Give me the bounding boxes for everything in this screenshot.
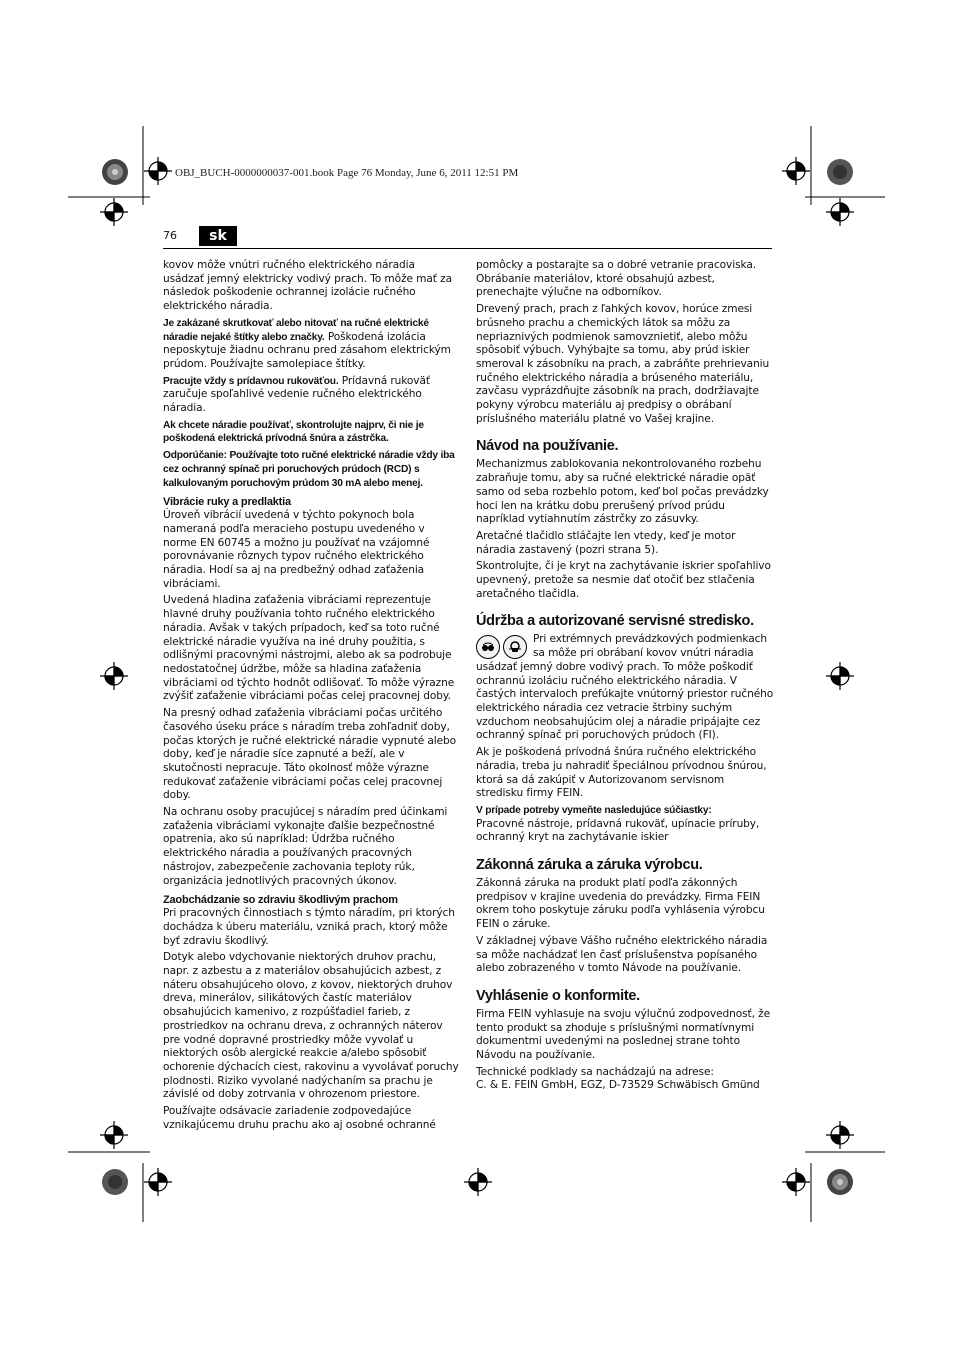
paragraph: Skontrolujte, či je kryt na zachytávanie iskrier spoľahlivo upevnený, pretože sa nesmie dať otočiť bez stlačenia aretačného tlačidla. xyxy=(476,560,771,600)
registration-mark xyxy=(100,198,128,226)
registration-mark xyxy=(826,1121,854,1149)
heading-conformity: Vyhlásenie o konformite. xyxy=(476,987,640,1004)
paragraph: kovov môže vnútri ručného elektrického náradia usádzať jemný elektricky vodivý prach. To môže mať za následok poškodenie ochrannej izolácie ručného elektrického náradia. xyxy=(163,259,452,313)
paragraph: Na ochranu osoby pracujúcej s náradím pred účinkami zaťaženia vibráciami vykonajte ďalšie bezpečnostné opatrenia, ako sú napríklad: Údržba ručného elektrického náradia a používaných pracovných nástrojov, zabezpečenie zachovania teploty rúk, organizácia jednotlivých pracovných úkonov. xyxy=(163,806,448,887)
paragraph: Pri pracovných činnostiach s týmto náradím, pri ktorých dochádza k úberu materiálu, vzniká prach, ktorý môže byť zdraviu škodlivý. xyxy=(163,907,455,947)
paragraph xyxy=(163,419,459,446)
paragraph: Pracujte vždy s prídavnou rukoväťou. Prídavná rukoväť zaručuje spoľahlivé vedenie ručného elektrického náradia. xyxy=(163,374,430,415)
safety-icons xyxy=(476,635,527,659)
bold-instruction: Ak chcete náradie používať, skontrolujte najprv, či nie je poškodená elektrická prívodná šnúra a zástrčka. xyxy=(163,419,424,445)
paragraph: Firma FEIN vyhlasuje na svoju výlučnú zodpovednosť, že tento produkt sa zhoduje s príslušnými normatívnymi dokumentmi uvedenými na poslednej strane tohto Návodu na používanie. xyxy=(476,1007,771,1062)
heading-warranty: Zákonná záruka a záruka výrobcu. xyxy=(476,857,703,874)
paragraph: V základnej výbave Vášho ručného elektrického náradia sa môže nachádzať len časť príslušenstva popísaného alebo zobrazeného v tomto Návode na používanie. xyxy=(476,934,768,975)
registration-mark xyxy=(826,662,854,690)
left-column xyxy=(163,259,459,1135)
print-slug: OBJ_BUCH-0000000037-001.book Page 76 Monday, June 6, 2011 12:51 PM xyxy=(175,167,519,179)
registration-mark xyxy=(100,662,128,690)
registration-mark xyxy=(782,1168,810,1196)
color-target xyxy=(102,159,128,185)
color-target xyxy=(827,1169,853,1195)
language-tab: sk xyxy=(199,226,237,246)
registration-mark xyxy=(100,1121,128,1149)
paragraph: Mechanizmus zablokovania nekontrolovaného rozbehu zabraňuje tomu, aby sa ručné elektrické náradie opäť samo od seba rozbehlo potom, keď bol počas prevádzky hoci len na krátku dobu prerušený prívod prúdu napríklad vytiahnutím zástrčky zo zásuvky. xyxy=(476,458,769,526)
paragraph: Pri extrémnych prevádzkových podmienkach sa môže pri obrábaní kovov vnútri náradia usádzať jemný dobre vodivý prach. To môže poškodiť ochrannú izoláciu ručného elektrického náradia. V častých intervaloch prefúkajte vnútorný priestor ručného elektrického náradia cez vetracie štrbiny suchým vzduchom neobsahujúcim olej a náradie pripájajte cez ochranný spínač pri poruchových prúdoch (FI). xyxy=(476,633,774,742)
header-rule xyxy=(163,248,772,249)
bold-instruction: Je zakázané skrutkovať alebo nitovať na ručné elektrické náradie nejaké štítky alebo značky. xyxy=(163,317,429,343)
paragraph: Úroveň vibrácií uvedená v týchto pokynoch bola nameraná podľa meracieho postupu uvedeného v norme EN 60745 a možno ju používať na vzájomné porovnávanie rôznych typov ručného elektrického náradia. Hodí sa aj na predbežný odhad zaťaženia vibráciami. xyxy=(163,509,430,590)
paragraph: pomôcky a postarajte sa o dobré vetranie pracoviska. Obrábanie materiálov, ktoré obsahujú azbest, prenechajte výlučne na odborníkov. xyxy=(476,259,756,299)
bold-instruction: Odporúčanie: Používajte toto ručné elektrické náradie vždy iba cez ochranný spínač pri poruchových prúdoch (RCD) s kalkulovaným poruchovým prúdom 30 mA alebo menej. xyxy=(163,450,455,489)
bold-instruction: V prípade potreby vymeňte nasledujúce súčiastky: xyxy=(476,804,712,816)
paragraph: Technické podklady sa nachádzajú na adrese: xyxy=(476,1065,714,1078)
paragraph: Pracovné nástroje, prídavná rukoväť, upínacie príruby, ochranný kryt na zachytávanie iskier xyxy=(476,817,760,844)
color-target xyxy=(827,159,853,185)
mask-icon xyxy=(503,635,527,659)
paragraph: Uvedená hladina zaťaženia vibráciami reprezentuje hlavné druhy používania tohto ručného elektrického náradia. Avšak v takých prípadoch, keď sa toto ručné elektrické náradie využíva na iné druhy použitia, s odlišnými pracovnými nástrojmi, alebo ak sa podrobuje nedostatočnej údržbe, môže sa hladina zaťaženia vibráciami od týchto hodnôt odlišovať. To môže výrazne zvýšiť zaťaženie vibráciami počas celej pracovnej doby. xyxy=(163,594,455,703)
paragraph: Zákonná záruka na produkt platí podľa zákonných predpisov v krajine uvedenia do prevádzky. Firma FEIN okrem toho poskytuje záruku podľa vyhlásenia výrobcu FEIN o záruke. xyxy=(476,877,765,931)
subheading-dust: Zaobchádzanie so zdraviu škodlivým prachom xyxy=(163,894,398,907)
paragraph: Dotyk alebo vdychovanie niektorých druhov prachu, napr. z azbestu a z materiálov obsahujúcich azbest, z náteru obsahujúceho olovo, z kovov, niektorých druhov dreva, minerálov, silikátových častíc materiálov obsahujúcich kamenivo, z rozpúšťadiel farieb, z prostriedkov na ochranu dreva, z ochranných náterov pre vodné dopravné prostriedky môže vyvolať u niektorých osôb alergické reakcie a/alebo spôsobiť ochorenie dýchacích ciest, rakovinu a vyvolávať poruchy plodnosti. Riziko vyvolané nadýchaním sa prachu je závislé od doby zotrvania v ohrozenom priestore. xyxy=(163,951,459,1101)
heading-service: Údržba a autorizované servisné stredisko. xyxy=(476,613,754,630)
paragraph: Aretačné tlačidlo stláčajte len vtedy, keď je motor náradia zastavený (pozri strana 5). xyxy=(476,529,736,556)
goggles-icon xyxy=(476,635,500,659)
registration-mark xyxy=(464,1168,492,1196)
heading-usage: Návod na používanie. xyxy=(476,438,619,455)
paragraph xyxy=(163,449,459,490)
right-column xyxy=(476,259,774,1096)
paragraph: Ak je poškodená prívodná šnúra ručného elektrického náradia, treba ju nahradiť špeciálnou prívodnou šnúrou, ktorá sa dá zakúpiť v Autorizovanom servisnom stredisku firmy FEIN. xyxy=(476,746,767,800)
paragraph xyxy=(476,804,774,818)
page-number: 76 xyxy=(163,229,177,242)
registration-mark xyxy=(144,157,172,185)
paragraph: Je zakázané skrutkovať alebo nitovať na ručné elektrické náradie nejaké štítky alebo značky. Poškodená izolácia neposkytuje žiadnu ochranu pred zásahom elektrickým prúdom. Používajte samolepiace štítky. xyxy=(163,317,451,370)
paragraph: Drevený prach, prach z ľahkých kovov, horúce zmesi brúsneho prachu a chemických látok sa môžu za nepriaznivých podmienok samovznietiť, alebo môžu spôsobiť výbuch. Vyhýbajte sa tomu, aby prúd iskier smeroval k zásobníku na prach, a zabráňte prehrievaniu ručného elektrického náradia a brúseného materiálu, zavčasu vyprázdňujte zásobník na prach, dodržiavajte pokyny výrobcu materiálu aj predpisy o obrábaní príslušného materiálu platné vo Vašej krajine. xyxy=(476,303,770,425)
color-target xyxy=(102,1169,128,1195)
paragraph: Používajte odsávacie zariadenie zodpovedajúce vznikajúcemu druhu prachu ako aj osobné ochranné xyxy=(163,1105,436,1131)
registration-mark xyxy=(144,1168,172,1196)
bold-instruction: Pracujte vždy s prídavnou rukoväťou. xyxy=(163,375,339,387)
registration-mark xyxy=(826,198,854,226)
registration-mark xyxy=(782,157,810,185)
address: C. & E. FEIN GmbH, EGZ, D-73529 Schwäbisch Gmünd xyxy=(476,1079,760,1092)
subheading-vibration: Vibrácie ruky a predlaktia xyxy=(163,496,291,509)
paragraph: Na presný odhad zaťaženia vibráciami počas určitého časového úseku práce s náradím treba zohľadniť doby, počas ktorých je ručné elektrické náradie vypnuté alebo doby, keď je náradie síce zapnuté a beží, ale v skutočnosti nepracuje. Táto okolnosť môže výrazne redukovať zaťaženie vibráciami počas celej pracovnej doby. xyxy=(163,707,457,802)
